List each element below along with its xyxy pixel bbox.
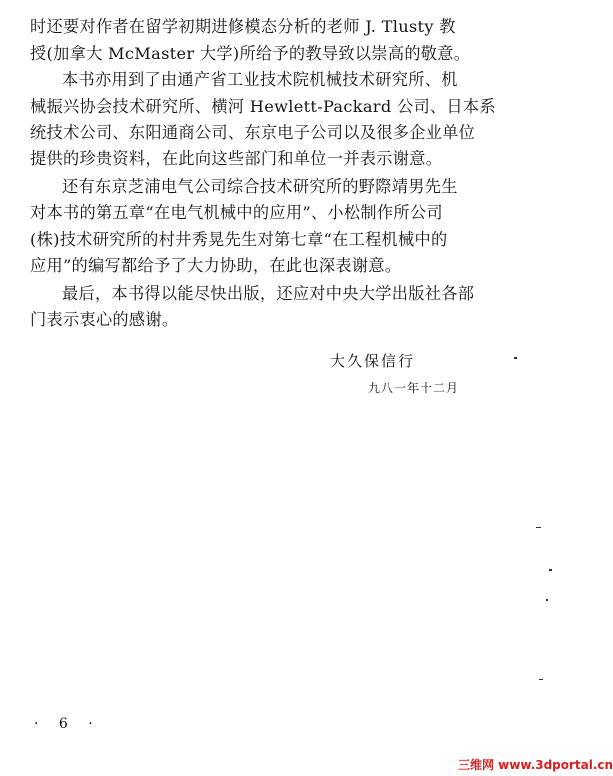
text-line: 统技术公司、东阳通商公司、东京电子公司以及很多企业单位	[30, 123, 476, 142]
text-line: 最后，本书得以能尽快出版，还应对中央大学出版社各部	[62, 284, 475, 303]
author-signature: 大久保信行	[330, 352, 416, 370]
scan-speck	[514, 357, 517, 359]
text-line: 本书亦用到了由通产省工业技术院机械技术研究所、机	[62, 70, 458, 89]
text-line: (株)技术研究所的村井秀晃先生对第七章“在工程机械中的	[30, 230, 448, 249]
text-line: 应用”的编写都给予了大力协助，在此也深表谢意。	[30, 256, 402, 275]
scan-speck	[546, 599, 548, 601]
text-line: 对本书的第五章“在电气机械中的应用”、小松制作所公司	[30, 203, 443, 222]
text-line: 时还要对作者在留学初期进修模态分析的老师 J. Tlusty 教	[30, 17, 456, 36]
signature-date: 九八一年十二月	[368, 381, 460, 395]
text-line: 门表示衷心的感谢。	[30, 310, 179, 329]
scan-speck	[536, 527, 541, 528]
site-watermark: 三维网 www.3dportal.cn	[458, 758, 613, 772]
text-line: 还有东京芝浦电气公司综合技术研究所的野際靖男先生	[62, 177, 458, 196]
text-line: 授(加拿大 McMaster 大学)所给予的教导致以崇高的敬意。	[30, 44, 471, 63]
text-line: 械振兴协会技术研究所、横河 Hewlett-Packard 公司、日本系	[30, 97, 496, 116]
text-line: 提供的珍贵资料，在此向这些部门和单位一并表示谢意。	[30, 149, 443, 168]
scan-speck	[539, 679, 543, 680]
scan-speck	[549, 569, 552, 571]
page-number: · 6 ·	[34, 716, 101, 732]
